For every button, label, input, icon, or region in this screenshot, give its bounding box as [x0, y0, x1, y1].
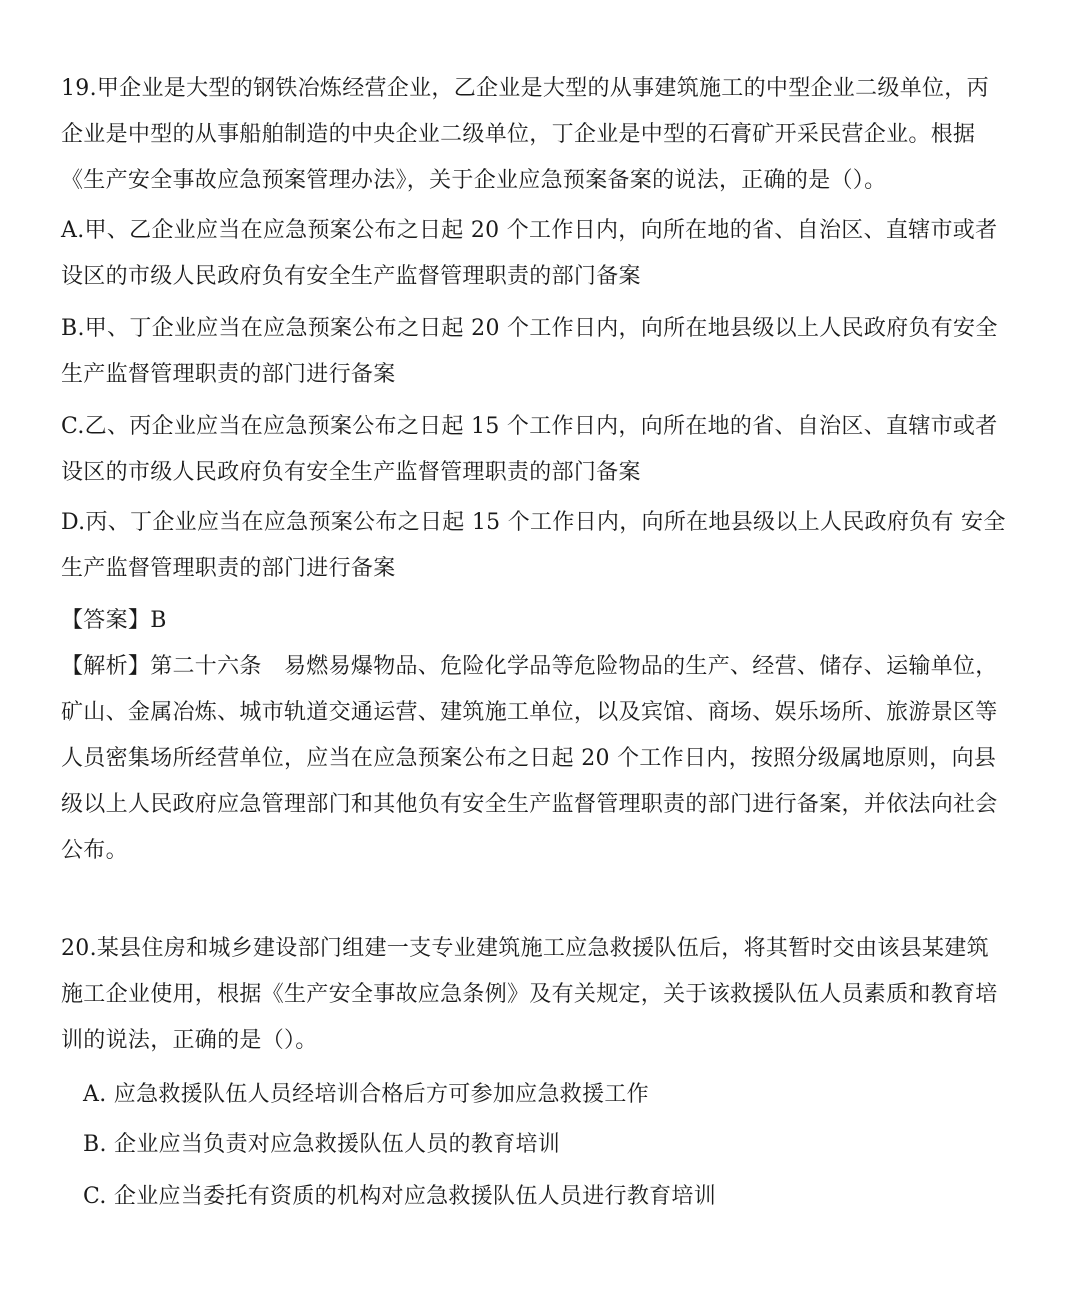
question-19-option-b: B.甲、丁企业应当在应急预案公布之日起 20 个工作日内，向所在地县级以上人民政府负有安全生产监督管理职责的部门进行备案: [61, 316, 998, 387]
question-20-option-c: C. 企业应当委托有资质的机构对应急救援队伍人员进行教育培训: [83, 1184, 717, 1209]
answer-value: B: [150, 608, 167, 633]
question-19-analysis: [61, 644, 1011, 874]
answer-label: 【答案】: [61, 608, 151, 633]
question-20-option-b: B. 企业应当负责对应急救援队伍人员的教育培训: [83, 1132, 561, 1157]
analysis-label: 【解析】: [61, 654, 151, 679]
analysis-text: 第二十六条 易燃易爆物品、危险化学品等危险物品的生产、经营、储存、运输单位，矿山、金属冶炼、城市轨道交通运营、建筑施工单位，以及宾馆、商场、娱乐场所、旅游景区等人员密集场所经营单位，应当在应急预案公布之日起 20 个工作日内，按照分级属地原则，向县级以上人民政府应急管理部门和其他负有安全生产监督管理职责的部门进行备案，并依法向社会公布。: [61, 654, 998, 863]
question-19-answer: [61, 598, 1011, 644]
question-20-stem: 20.某县住房和城乡建设部门组建一支专业建筑施工应急救援队伍后，将其暂时交由该县某建筑施工企业使用，根据《生产安全事故应急条例》及有关规定，关于该救援队伍人员素质和教育培训的说法，正确的是（）。: [61, 936, 998, 1053]
question-19-option-c: C.乙、丙企业应当在应急预案公布之日起 15 个工作日内，向所在地的省、自治区、直辖市或者设区的市级人民政府负有安全生产监督管理职责的部门备案: [61, 414, 998, 485]
question-19-option-d: D.丙、丁企业应当在应急预案公布之日起 15 个工作日内，向所在地县级以上人民政府负有 安全生产监督管理职责的部门进行备案: [61, 510, 1006, 581]
question-20-option-a: A. 应急救援队伍人员经培训合格后方可参加应急救援工作: [83, 1082, 649, 1107]
question-19-option-a: A.甲、乙企业应当在应急预案公布之日起 20 个工作日内，向所在地的省、自治区、直辖市或者设区的市级人民政府负有安全生产监督管理职责的部门备案: [61, 218, 998, 289]
question-19-stem: 19.甲企业是大型的钢铁冶炼经营企业，乙企业是大型的从事建筑施工的中型企业二级单位，丙企业是中型的从事船舶制造的中央企业二级单位，丁企业是中型的石膏矿开采民营企业。根据《生产安全事故应急预案管理办法》，关于企业应急预案备案的说法，正确的是（）。: [61, 76, 989, 193]
